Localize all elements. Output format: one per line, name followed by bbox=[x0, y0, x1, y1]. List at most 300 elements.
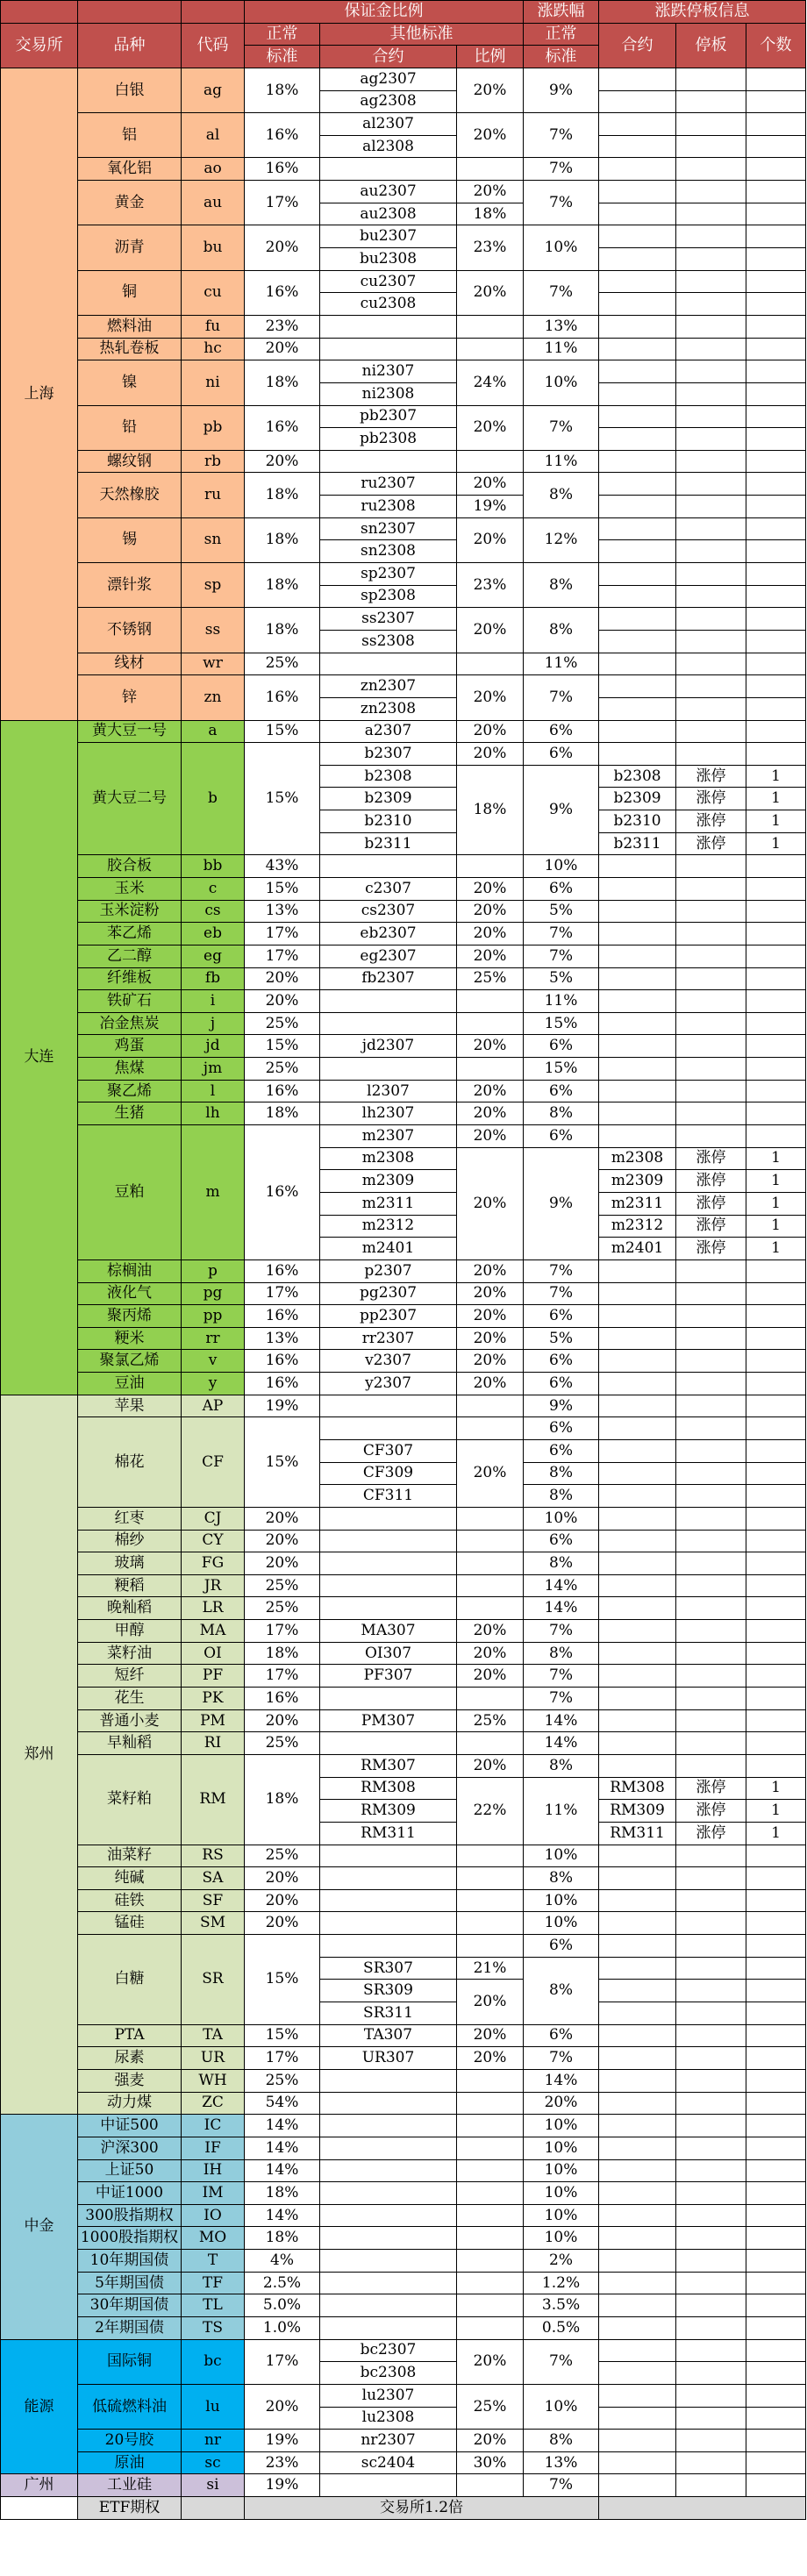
stop-board-cell bbox=[676, 1012, 746, 1035]
ratio-cell bbox=[457, 2316, 524, 2339]
stop-contract-cell bbox=[599, 90, 676, 113]
limit-cell: 10% bbox=[524, 2137, 599, 2159]
ratio-cell: 20% bbox=[457, 1665, 524, 1688]
stop-contract-cell bbox=[599, 2294, 676, 2317]
variety-code: SM bbox=[182, 1912, 245, 1935]
contract-cell: sp2308 bbox=[320, 585, 457, 608]
contract-cell: SR307 bbox=[320, 1957, 457, 1980]
table-row bbox=[1, 1058, 806, 1081]
margin-normal: 19% bbox=[245, 2430, 320, 2452]
margin-normal: 18% bbox=[245, 563, 320, 608]
variety-name: 漂针浆 bbox=[78, 563, 182, 608]
stop-contract-cell bbox=[599, 405, 676, 428]
ratio-cell: 20% bbox=[457, 1259, 524, 1282]
variety-code: bb bbox=[182, 855, 245, 878]
stop-contract-cell bbox=[599, 225, 676, 248]
variety-name: 生猪 bbox=[78, 1102, 182, 1125]
limit-cell: 10% bbox=[524, 1889, 599, 1912]
stop-contract-cell bbox=[599, 1305, 676, 1328]
limit-cell: 6% bbox=[524, 1125, 599, 1148]
variety-code: pg bbox=[182, 1282, 245, 1305]
contract-cell bbox=[320, 2159, 457, 2182]
contract-cell: pp2307 bbox=[320, 1305, 457, 1328]
ratio-cell bbox=[457, 1597, 524, 1620]
stop-count-cell bbox=[746, 1530, 806, 1552]
ratio-cell bbox=[457, 1058, 524, 1081]
stop-count-cell bbox=[746, 1417, 806, 1440]
ratio-cell bbox=[457, 1912, 524, 1935]
limit-cell: 5% bbox=[524, 967, 599, 990]
stop-board-cell: 涨停 bbox=[676, 1238, 746, 1260]
stop-count-cell bbox=[746, 1935, 806, 1958]
contract-cell: SR311 bbox=[320, 2002, 457, 2025]
stop-count-cell bbox=[746, 967, 806, 990]
variety-code: IM bbox=[182, 2182, 245, 2205]
stop-count-cell bbox=[746, 2451, 806, 2474]
limit-cell: 5% bbox=[524, 1327, 599, 1350]
contract-cell: MA307 bbox=[320, 1620, 457, 1643]
contract-cell bbox=[320, 2182, 457, 2205]
variety-code: CF bbox=[182, 1417, 245, 1508]
stop-board-cell bbox=[676, 2250, 746, 2273]
stop-count-cell bbox=[746, 1845, 806, 1867]
stop-contract-cell bbox=[599, 517, 676, 540]
ratio-cell: 20% bbox=[457, 1754, 524, 1777]
ratio-cell bbox=[457, 1688, 524, 1710]
ratio-cell bbox=[457, 2272, 524, 2294]
stop-contract-cell bbox=[599, 630, 676, 653]
margin-normal: 5.0% bbox=[245, 2294, 320, 2317]
limit-cell: 7% bbox=[524, 1282, 599, 1305]
stop-board-cell bbox=[676, 1709, 746, 1732]
limit-cell: 8% bbox=[524, 1754, 599, 1777]
stop-count-cell bbox=[746, 945, 806, 967]
stop-count-cell bbox=[746, 2002, 806, 2025]
contract-cell: ss2307 bbox=[320, 608, 457, 631]
contract-cell: bu2308 bbox=[320, 248, 457, 271]
table-row bbox=[1, 1642, 806, 1665]
stop-board-cell: 涨停 bbox=[676, 1215, 746, 1238]
variety-code: IC bbox=[182, 2115, 245, 2137]
variety-name: 玻璃 bbox=[78, 1552, 182, 1575]
limit-cell: 10% bbox=[524, 855, 599, 878]
stop-contract-cell bbox=[599, 158, 676, 181]
stop-count-cell bbox=[746, 1350, 806, 1373]
stop-board-cell bbox=[676, 1417, 746, 1440]
limit-cell: 14% bbox=[524, 1732, 599, 1755]
header-blank bbox=[1, 1, 78, 24]
stop-board-cell bbox=[676, 1552, 746, 1575]
ratio-cell bbox=[457, 2115, 524, 2137]
stop-contract-cell bbox=[599, 2137, 676, 2159]
stop-board-cell bbox=[676, 675, 746, 698]
stop-contract-cell: b2309 bbox=[599, 788, 676, 810]
stop-contract-cell bbox=[599, 1935, 676, 1958]
table-row bbox=[1, 2474, 806, 2497]
ratio-cell: 20% bbox=[457, 2024, 524, 2047]
stop-count-cell bbox=[746, 2362, 806, 2385]
stop-count-cell bbox=[746, 1395, 806, 1417]
contract-cell bbox=[320, 2137, 457, 2159]
variety-name: 普通小麦 bbox=[78, 1709, 182, 1732]
contract-cell: RM311 bbox=[320, 1822, 457, 1845]
stop-board-cell bbox=[676, 2024, 746, 2047]
stop-count-cell bbox=[746, 1035, 806, 1058]
stop-contract-cell bbox=[599, 270, 676, 293]
table-row bbox=[1, 2204, 806, 2227]
header-normal: 正常 bbox=[245, 23, 320, 46]
variety-code: fb bbox=[182, 967, 245, 990]
stop-contract-cell bbox=[599, 2069, 676, 2092]
ratio-cell bbox=[457, 1417, 524, 1440]
limit-cell: 6% bbox=[524, 1350, 599, 1373]
contract-cell: sn2308 bbox=[320, 540, 457, 563]
table-row bbox=[1, 1935, 806, 1958]
variety-name: 苹果 bbox=[78, 1395, 182, 1417]
stop-board-cell bbox=[676, 270, 746, 293]
limit-cell: 2% bbox=[524, 2250, 599, 2273]
contract-cell bbox=[320, 1507, 457, 1530]
margin-normal: 20% bbox=[245, 225, 320, 270]
stop-count-cell bbox=[746, 68, 806, 90]
variety-code: wr bbox=[182, 653, 245, 675]
margin-normal: 15% bbox=[245, 877, 320, 900]
stop-contract-cell bbox=[599, 1732, 676, 1755]
stop-contract-cell bbox=[599, 2339, 676, 2362]
margin-normal: 15% bbox=[245, 1935, 320, 2025]
exchange-zj: 中金 bbox=[1, 2115, 78, 2339]
stop-board-cell bbox=[676, 2384, 746, 2407]
variety-name: 中证500 bbox=[78, 2115, 182, 2137]
header-stop-contract: 合约 bbox=[599, 23, 676, 68]
stop-count-cell bbox=[746, 2272, 806, 2294]
limit-cell: 6% bbox=[524, 1530, 599, 1552]
variety-name: 线材 bbox=[78, 653, 182, 675]
stop-contract-cell bbox=[599, 2316, 676, 2339]
variety-code: UR bbox=[182, 2047, 245, 2070]
limit-cell: 10% bbox=[524, 2204, 599, 2227]
stop-contract-cell bbox=[599, 2227, 676, 2250]
stop-contract-cell bbox=[599, 450, 676, 473]
limit-cell: 6% bbox=[524, 1035, 599, 1058]
stop-contract-cell: m2308 bbox=[599, 1147, 676, 1170]
table-row bbox=[1, 2137, 806, 2159]
variety-code: MO bbox=[182, 2227, 245, 2250]
limit-cell: 10% bbox=[524, 1912, 599, 1935]
stop-contract-cell: RM311 bbox=[599, 1822, 676, 1845]
stop-board-cell bbox=[676, 585, 746, 608]
stop-count-cell bbox=[746, 382, 806, 405]
stop-contract-cell bbox=[599, 608, 676, 631]
stop-contract-cell bbox=[599, 2384, 676, 2407]
limit-cell: 13% bbox=[524, 315, 599, 338]
table-row bbox=[1, 675, 806, 698]
ratio-cell bbox=[457, 990, 524, 1013]
table-row bbox=[1, 225, 806, 248]
variety-code: SA bbox=[182, 1867, 245, 1890]
stop-contract-cell bbox=[599, 113, 676, 136]
variety-code: jm bbox=[182, 1058, 245, 1081]
stop-count-cell bbox=[746, 1507, 806, 1530]
table-row bbox=[1, 1327, 806, 1350]
margin-normal: 16% bbox=[245, 1373, 320, 1395]
contract-cell: ss2308 bbox=[320, 630, 457, 653]
limit-cell: 13% bbox=[524, 2451, 599, 2474]
stop-contract-cell bbox=[599, 2047, 676, 2070]
ratio-cell bbox=[457, 1395, 524, 1417]
ratio-cell bbox=[457, 2474, 524, 2497]
variety-code: lh bbox=[182, 1102, 245, 1125]
table-row bbox=[1, 2182, 806, 2205]
stop-count-cell bbox=[746, 1327, 806, 1350]
limit-cell: 6% bbox=[524, 743, 599, 766]
stop-count-cell bbox=[746, 338, 806, 360]
ratio-cell: 19% bbox=[457, 496, 524, 518]
ratio-cell: 20% bbox=[457, 1080, 524, 1102]
variety-name: 豆油 bbox=[78, 1373, 182, 1395]
contract-cell bbox=[320, 2227, 457, 2250]
stop-count-cell bbox=[746, 1688, 806, 1710]
stop-board-cell bbox=[676, 1058, 746, 1081]
variety-code: pb bbox=[182, 405, 245, 450]
contract-cell bbox=[320, 338, 457, 360]
stop-board-cell bbox=[676, 945, 746, 967]
stop-contract-cell bbox=[599, 68, 676, 90]
limit-cell: 11% bbox=[524, 653, 599, 675]
contract-cell bbox=[320, 1597, 457, 1620]
variety-code: rb bbox=[182, 450, 245, 473]
stop-board-cell bbox=[676, 1035, 746, 1058]
variety-code: TA bbox=[182, 2024, 245, 2047]
stop-count-cell bbox=[746, 2474, 806, 2497]
variety-name: 冶金焦炭 bbox=[78, 1012, 182, 1035]
ratio-cell: 20% bbox=[457, 743, 524, 766]
stop-count-cell bbox=[746, 585, 806, 608]
margin-normal: 17% bbox=[245, 181, 320, 225]
margin-normal: 20% bbox=[245, 990, 320, 1013]
stop-board-cell bbox=[676, 720, 746, 743]
margin-normal: 17% bbox=[245, 1620, 320, 1643]
variety-name: 铜 bbox=[78, 270, 182, 315]
variety-name: 玉米 bbox=[78, 877, 182, 900]
table-row bbox=[1, 2024, 806, 2047]
ratio-cell: 20% bbox=[457, 1125, 524, 1148]
contract-cell: b2309 bbox=[320, 788, 457, 810]
stop-board-cell bbox=[676, 2182, 746, 2205]
variety-code: CJ bbox=[182, 1507, 245, 1530]
ratio-cell: 25% bbox=[457, 2384, 524, 2429]
stop-contract-cell bbox=[599, 1327, 676, 1350]
table-row bbox=[1, 473, 806, 496]
stop-contract-cell bbox=[599, 2024, 676, 2047]
variety-name: 锡 bbox=[78, 517, 182, 562]
table-row bbox=[1, 2069, 806, 2092]
stop-count-cell bbox=[746, 2047, 806, 2070]
stop-count-cell: 1 bbox=[746, 1777, 806, 1800]
ratio-cell bbox=[457, 2294, 524, 2317]
margin-normal: 25% bbox=[245, 1597, 320, 1620]
margin-normal: 20% bbox=[245, 338, 320, 360]
table-row bbox=[1, 315, 806, 338]
table-row bbox=[1, 720, 806, 743]
limit-cell: 9% bbox=[524, 765, 599, 855]
stop-contract-cell bbox=[599, 990, 676, 1013]
variety-code: ru bbox=[182, 473, 245, 517]
stop-board-cell bbox=[676, 1957, 746, 1980]
footer-note: 交易所1.2倍 bbox=[245, 2497, 599, 2520]
stop-count-cell bbox=[746, 2250, 806, 2273]
stop-count-cell bbox=[746, 90, 806, 113]
table-row bbox=[1, 990, 806, 1013]
margin-normal: 15% bbox=[245, 743, 320, 855]
stop-count-cell bbox=[746, 248, 806, 271]
limit-cell: 10% bbox=[524, 225, 599, 270]
variety-code: i bbox=[182, 990, 245, 1013]
variety-code: bc bbox=[182, 2339, 245, 2384]
stop-board-cell bbox=[676, 1688, 746, 1710]
table-row bbox=[1, 1373, 806, 1395]
contract-cell: zn2308 bbox=[320, 697, 457, 720]
ratio-cell bbox=[457, 1552, 524, 1575]
margin-normal: 4% bbox=[245, 2250, 320, 2273]
contract-cell: cu2308 bbox=[320, 293, 457, 316]
variety-code: RM bbox=[182, 1754, 245, 1845]
contract-cell: b2307 bbox=[320, 743, 457, 766]
variety-code: rr bbox=[182, 1327, 245, 1350]
limit-cell: 8% bbox=[524, 1462, 599, 1485]
stop-board-cell bbox=[676, 90, 746, 113]
stop-contract-cell bbox=[599, 135, 676, 158]
stop-contract-cell bbox=[599, 1485, 676, 1508]
footer-etf: ETF期权 bbox=[78, 2497, 182, 2520]
variety-code: PK bbox=[182, 1688, 245, 1710]
stop-contract-cell bbox=[599, 2204, 676, 2227]
limit-cell: 11% bbox=[524, 1777, 599, 1845]
stop-contract-cell bbox=[599, 585, 676, 608]
contract-cell bbox=[320, 450, 457, 473]
stop-contract-cell bbox=[599, 1665, 676, 1688]
stop-count-cell bbox=[746, 496, 806, 518]
limit-cell: 10% bbox=[524, 360, 599, 405]
margin-normal: 17% bbox=[245, 1282, 320, 1305]
ratio-cell: 20% bbox=[457, 1642, 524, 1665]
ratio-cell bbox=[457, 653, 524, 675]
variety-code: IO bbox=[182, 2204, 245, 2227]
stop-count-cell bbox=[746, 2182, 806, 2205]
limit-cell: 5% bbox=[524, 900, 599, 923]
margin-normal: 14% bbox=[245, 2204, 320, 2227]
stop-contract-cell bbox=[599, 675, 676, 698]
stop-count-cell bbox=[746, 540, 806, 563]
ratio-cell bbox=[457, 2182, 524, 2205]
stop-board-cell bbox=[676, 608, 746, 631]
stop-board-cell bbox=[676, 405, 746, 428]
table-row bbox=[1, 2384, 806, 2407]
contract-cell: ru2308 bbox=[320, 496, 457, 518]
stop-contract-cell bbox=[599, 1125, 676, 1148]
stop-count-cell bbox=[746, 473, 806, 496]
table-row bbox=[1, 2430, 806, 2452]
ratio-cell: 20% bbox=[457, 1305, 524, 1328]
stop-board-cell bbox=[676, 2092, 746, 2115]
table-row bbox=[1, 1259, 806, 1282]
variety-name: 铅 bbox=[78, 405, 182, 450]
stop-count-cell bbox=[746, 720, 806, 743]
stop-count-cell: 1 bbox=[746, 832, 806, 855]
variety-code: lu bbox=[182, 2384, 245, 2429]
table-row bbox=[1, 270, 806, 293]
stop-board-cell bbox=[676, 1889, 746, 1912]
limit-cell: 7% bbox=[524, 405, 599, 450]
contract-cell: fb2307 bbox=[320, 967, 457, 990]
header-stop-board: 停板 bbox=[676, 23, 746, 68]
stop-contract-cell: m2309 bbox=[599, 1170, 676, 1193]
stop-board-cell bbox=[676, 2451, 746, 2474]
stop-count-cell bbox=[746, 697, 806, 720]
stop-contract-cell bbox=[599, 1282, 676, 1305]
stop-board-cell bbox=[676, 990, 746, 1013]
limit-cell: 8% bbox=[524, 608, 599, 653]
limit-cell: 3.5% bbox=[524, 2294, 599, 2317]
stop-contract-cell bbox=[599, 382, 676, 405]
contract-cell: sn2307 bbox=[320, 517, 457, 540]
limit-cell: 7% bbox=[524, 1620, 599, 1643]
stop-count-cell bbox=[746, 2227, 806, 2250]
stop-count-cell bbox=[746, 203, 806, 225]
contract-cell bbox=[320, 315, 457, 338]
contract-cell: eb2307 bbox=[320, 923, 457, 945]
stop-board-cell bbox=[676, 2069, 746, 2092]
limit-cell: 7% bbox=[524, 113, 599, 158]
limit-cell: 8% bbox=[524, 1102, 599, 1125]
variety-code: zn bbox=[182, 675, 245, 720]
stop-count-cell bbox=[746, 1259, 806, 1282]
stop-count-cell bbox=[746, 181, 806, 203]
margin-normal: 18% bbox=[245, 360, 320, 405]
stop-count-cell bbox=[746, 158, 806, 181]
margin-normal: 14% bbox=[245, 2159, 320, 2182]
ratio-cell: 20% bbox=[457, 1327, 524, 1350]
contract-cell: RM307 bbox=[320, 1754, 457, 1777]
stop-board-cell bbox=[676, 315, 746, 338]
margin-normal: 16% bbox=[245, 1080, 320, 1102]
ratio-cell bbox=[457, 1574, 524, 1597]
stop-contract-cell bbox=[599, 1530, 676, 1552]
stop-contract-cell bbox=[599, 1709, 676, 1732]
variety-name: 热轧卷板 bbox=[78, 338, 182, 360]
contract-cell: jd2307 bbox=[320, 1035, 457, 1058]
stop-count-cell bbox=[746, 270, 806, 293]
table-row bbox=[1, 563, 806, 586]
margin-normal: 16% bbox=[245, 1259, 320, 1282]
variety-name: 工业硅 bbox=[78, 2474, 182, 2497]
variety-name: 纤维板 bbox=[78, 967, 182, 990]
contract-cell bbox=[320, 1845, 457, 1867]
contract-cell: ni2307 bbox=[320, 360, 457, 383]
stop-contract-cell bbox=[599, 923, 676, 945]
contract-cell: v2307 bbox=[320, 1350, 457, 1373]
stop-board-cell bbox=[676, 2339, 746, 2362]
variety-code: ni bbox=[182, 360, 245, 405]
stop-board-cell bbox=[676, 293, 746, 316]
ratio-cell: 20% bbox=[457, 270, 524, 315]
variety-name: 豆粕 bbox=[78, 1125, 182, 1260]
contract-cell: SR309 bbox=[320, 1980, 457, 2002]
stop-contract-cell bbox=[599, 293, 676, 316]
header-variety: 品种 bbox=[78, 23, 182, 68]
margin-normal: 16% bbox=[245, 1125, 320, 1260]
stop-contract-cell bbox=[599, 1395, 676, 1417]
